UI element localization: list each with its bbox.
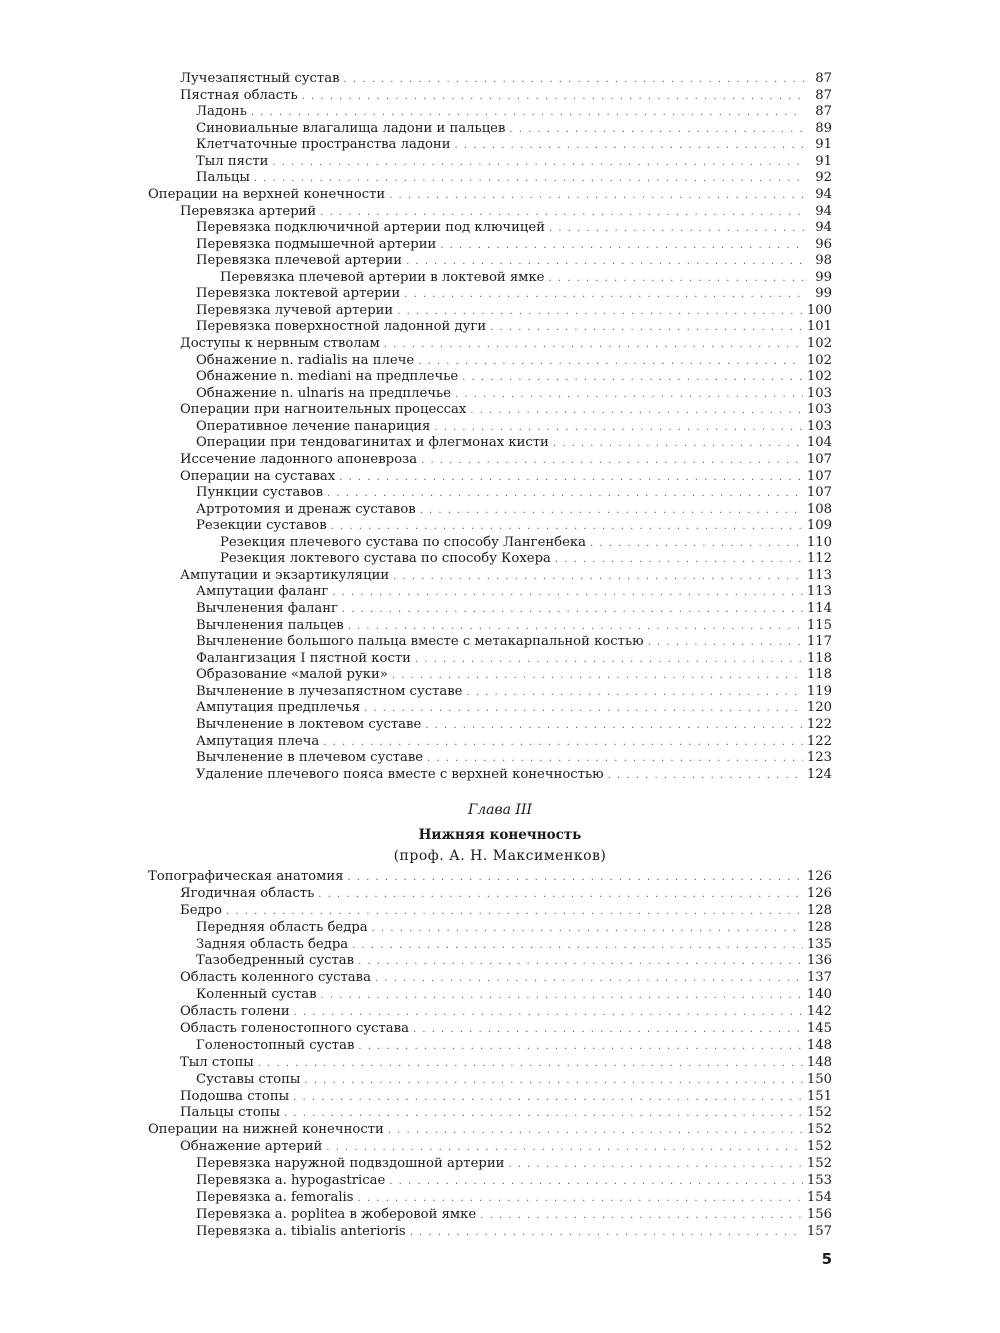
toc-entry-title: Перевязка поверхностной ладонной дуги: [196, 319, 487, 335]
toc-entry-page: 110: [806, 534, 832, 550]
toc-entry-page: 107: [806, 468, 832, 484]
toc-entry: [148, 170, 832, 187]
toc-entry: [148, 987, 832, 1004]
toc-leader-dots: [323, 735, 803, 752]
toc-leader-dots: [339, 470, 803, 487]
toc-entry: [148, 1139, 832, 1156]
toc-entry: [148, 502, 832, 519]
toc-leader-dots: [389, 1174, 803, 1191]
toc-entry-page: 148: [806, 1037, 832, 1053]
toc-leader-dots: [590, 536, 803, 553]
toc-entry-page: 107: [806, 485, 832, 501]
toc-leader-dots: [392, 668, 803, 685]
toc-entry-title: Операции на суставах: [180, 468, 336, 484]
toc-entry-page: 89: [815, 120, 832, 136]
toc-entry: [148, 270, 832, 287]
toc-entry: [148, 970, 832, 987]
toc-entry-page: 109: [806, 518, 832, 534]
toc-entry-title: Операции при нагноительных процессах: [180, 402, 467, 418]
toc-entry-title: Резекция локтевого сустава по способу Кохера: [220, 551, 551, 567]
toc-entry-title: Перевязка a. femoralis: [196, 1189, 354, 1205]
toc-entry-page: 118: [806, 667, 832, 683]
toc-leader-dots: [331, 519, 803, 536]
toc-entry: [148, 237, 832, 254]
toc-entry-page: 107: [806, 451, 832, 467]
toc-entry-page: 92: [815, 170, 832, 186]
toc-entry-page: 104: [806, 435, 832, 451]
toc-entry-page: 112: [806, 551, 832, 567]
toc-entry: [148, 1089, 832, 1106]
toc-entry-title: Голеностопный сустав: [196, 1037, 355, 1053]
toc-entry-title: Перевязка a. tibialis anterioris: [196, 1223, 406, 1239]
toc-entry-title: Ладонь: [196, 104, 247, 120]
toc-entry-page: 128: [806, 919, 832, 935]
toc-leader-dots: [410, 1225, 803, 1242]
toc-entry: [148, 886, 832, 903]
toc-leader-dots: [608, 768, 803, 785]
toc-entry-title: Обнажение n. ulnaris на предплечье: [196, 385, 452, 401]
toc-entry-page: 126: [806, 885, 832, 901]
toc-entry-page: 87: [815, 71, 832, 86]
toc-entry: [148, 700, 832, 717]
toc-entry-title: Вычленения пальцев: [196, 617, 344, 633]
toc-entry-title: Ампутация предплечья: [196, 700, 361, 716]
toc-entry-title: Обнажение n. radialis на плече: [196, 352, 415, 368]
toc-entry-page: 99: [815, 269, 832, 285]
toc-entry: [148, 937, 832, 954]
toc-entry: [148, 319, 832, 336]
toc-entry: [148, 204, 832, 221]
toc-entry-page: 142: [806, 1004, 832, 1020]
toc-leader-dots: [284, 1106, 803, 1123]
toc-entry: [148, 584, 832, 601]
toc-entry: [148, 1021, 832, 1038]
toc-entry-page: 140: [806, 987, 832, 1003]
toc-entry-title: Перевязка плечевой артерии в локтевой ямке: [220, 269, 545, 285]
toc-entry-title: Пястная область: [180, 87, 298, 103]
toc-entry-page: 126: [806, 869, 832, 884]
toc-entry-title: Удаление плечевого пояса вместе с верхней конечностью: [196, 766, 604, 782]
toc-entry-page: 87: [815, 87, 832, 103]
toc-entry-page: 96: [815, 236, 832, 252]
toc-entry-title: Перевязка a. hypogastricae: [196, 1173, 386, 1189]
toc-leader-dots: [294, 1005, 803, 1022]
toc-entry-title: Топографическая анатомия: [148, 869, 344, 884]
toc-entry-page: 137: [806, 970, 832, 986]
toc-entry: [148, 618, 832, 635]
toc-entry: [148, 71, 832, 88]
toc-entry: [148, 303, 832, 320]
toc-entry-page: 98: [815, 253, 832, 269]
toc-leader-dots: [358, 1191, 803, 1208]
toc-leader-dots: [358, 1039, 802, 1056]
toc-entry: [148, 734, 832, 751]
toc-entry: [148, 1122, 832, 1139]
toc-entry-page: 152: [806, 1105, 832, 1121]
toc-leader-dots: [320, 205, 804, 222]
toc-entry-page: 99: [815, 286, 832, 302]
toc-entry-title: Перевязка плечевой артерии: [196, 253, 403, 269]
toc-entry-title: Перевязка a. poplitea в жоберовой ямке: [196, 1206, 477, 1222]
toc-entry-title: Синовиальные влагалища ладони и пальцев: [196, 120, 506, 136]
toc-entry-page: 102: [806, 352, 832, 368]
toc-entry: [148, 369, 832, 386]
toc-entry-title: Перевязка лучевой артерии: [196, 302, 394, 318]
toc-entry-page: 103: [806, 418, 832, 434]
toc-entry-page: 152: [806, 1139, 832, 1155]
toc-entry: [148, 684, 832, 701]
toc-entry-page: 157: [806, 1223, 832, 1239]
toc-entry-page: 117: [806, 634, 832, 650]
toc-entry: [148, 1055, 832, 1072]
toc-entry: [148, 402, 832, 419]
toc-leader-dots: [251, 105, 804, 122]
toc-leader-dots: [421, 453, 803, 470]
toc-entry: [148, 435, 832, 452]
toc-entry-page: 152: [806, 1156, 832, 1172]
toc-leader-dots: [490, 320, 803, 337]
toc-entry: [148, 1004, 832, 1021]
toc-entry: [148, 551, 832, 568]
toc-leader-dots: [302, 89, 804, 106]
toc-entry-page: 153: [806, 1173, 832, 1189]
toc-entry-page: 119: [806, 683, 832, 699]
toc-entry-page: 123: [806, 750, 832, 766]
toc-leader-dots: [397, 304, 803, 321]
toc-entry: [148, 667, 832, 684]
toc-leader-dots: [352, 938, 803, 955]
toc-entry-title: Перевязка наружной подвздошной артерии: [196, 1156, 505, 1172]
toc-leader-dots: [388, 1123, 803, 1140]
toc-entry-page: 128: [806, 902, 832, 918]
toc-leader-dots: [347, 870, 802, 887]
toc-entry-title: Ампутации и экзартикуляции: [180, 567, 390, 583]
toc-leader-dots: [344, 72, 804, 89]
toc-entry-page: 122: [806, 716, 832, 732]
toc-entry: [148, 767, 832, 784]
toc-entry-page: 156: [806, 1206, 832, 1222]
toc-leader-dots: [470, 403, 802, 420]
toc-entry: [148, 717, 832, 734]
toc-entry: [148, 1105, 832, 1122]
toc-leader-dots: [364, 701, 803, 718]
toc-entry-title: Пункции суставов: [196, 485, 324, 501]
toc-entry-title: Операции при тендовагинитах и флегмонах кисти: [196, 435, 549, 451]
toc-entry: [148, 419, 832, 436]
toc-entry-page: 113: [806, 584, 832, 600]
toc-entry: [148, 353, 832, 370]
toc-entry: [148, 601, 832, 618]
toc-entry-title: Лучезапястный сустав: [180, 71, 340, 86]
toc-leader-dots: [384, 337, 803, 354]
table-of-contents-lower: [148, 869, 832, 1241]
toc-leader-dots: [342, 602, 803, 619]
toc-entry-title: Резекция плечевого сустава по способу Лангенбека: [220, 534, 587, 550]
toc-entry-title: Тазобедренный сустав: [196, 953, 355, 969]
toc-entry: [148, 1156, 832, 1173]
toc-entry-title: Область голени: [180, 1004, 290, 1020]
toc-entry: [148, 220, 832, 237]
toc-leader-dots: [404, 287, 804, 304]
toc-leader-dots: [555, 552, 803, 569]
toc-entry: [148, 903, 832, 920]
toc-entry-title: Резекции суставов: [196, 518, 327, 534]
toc-entry-title: Клетчаточные пространства ладони: [196, 137, 451, 153]
toc-entry-title: Обнажение артерий: [180, 1139, 323, 1155]
toc-entry-title: Образование «малой руки»: [196, 667, 388, 683]
toc-leader-dots: [375, 971, 803, 988]
toc-entry: [148, 137, 832, 154]
toc-entry-title: Доступы к нервным стволам: [180, 336, 380, 351]
toc-leader-dots: [258, 1056, 803, 1073]
toc-entry-page: 118: [806, 650, 832, 666]
toc-entry-page: 145: [806, 1021, 832, 1037]
toc-leader-dots: [648, 635, 803, 652]
toc-entry-page: 115: [806, 617, 832, 633]
toc-entry-page: 87: [815, 104, 832, 120]
toc-leader-dots: [358, 954, 803, 971]
toc-entry-title: Ампутация плеча: [196, 733, 320, 749]
toc-leader-dots: [440, 238, 804, 255]
toc-entry: [148, 253, 832, 270]
toc-leader-dots: [327, 486, 803, 503]
toc-entry-title: Суставы стопы: [196, 1071, 301, 1087]
toc-entry-page: 100: [806, 302, 832, 318]
toc-entry: [148, 469, 832, 486]
toc-entry-page: 150: [806, 1071, 832, 1087]
toc-entry: [148, 1038, 832, 1055]
chapter-label: Глава III: [467, 802, 533, 818]
toc-entry-title: Обнажение n. mediani на предплечье: [196, 369, 459, 385]
toc-entry-title: Оперативное лечение панариция: [196, 418, 431, 434]
toc-leader-dots: [254, 171, 804, 188]
toc-entry-page: 114: [806, 601, 832, 616]
chapter-title: Нижняя конечность: [418, 827, 582, 843]
toc-entry-title: Коленный сустав: [196, 987, 317, 1003]
toc-entry: [148, 1173, 832, 1190]
toc-entry-title: Подошва стопы: [180, 1088, 290, 1104]
toc-entry-title: Передняя область бедра: [196, 919, 368, 935]
toc-entry-title: Иссечение ладонного апоневроза: [180, 451, 418, 467]
toc-entry-page: 91: [815, 153, 832, 169]
toc-entry-title: Перевязка локтевой артерии: [196, 286, 401, 302]
toc-leader-dots: [427, 751, 803, 768]
toc-entry-page: 113: [806, 567, 832, 583]
toc-entry-title: Бедро: [180, 902, 222, 918]
toc-entry-title: Перевязка артерий: [180, 203, 317, 219]
toc-leader-dots: [508, 1157, 802, 1174]
toc-entry: [148, 154, 832, 171]
toc-entry-page: 94: [815, 220, 832, 236]
toc-leader-dots: [418, 354, 803, 371]
toc-leader-dots: [413, 1022, 803, 1039]
toc-entry: [148, 518, 832, 535]
chapter-author: (проф. А. Н. Максименков): [393, 848, 607, 864]
toc-entry-page: 108: [806, 501, 832, 517]
toc-entry: [148, 869, 832, 886]
toc-entry-title: Операции на нижней конечности: [148, 1122, 384, 1138]
toc-entry: [148, 286, 832, 303]
toc-entry-title: Вычленение в плечевом суставе: [196, 750, 424, 766]
toc-entry: [148, 121, 832, 138]
toc-leader-dots: [326, 1140, 802, 1157]
toc-entry-page: 103: [806, 385, 832, 401]
toc-entry-title: Вычленение большого пальца вместе с метакарпальной костью: [196, 634, 644, 650]
toc-leader-dots: [425, 718, 803, 735]
toc-leader-dots: [434, 420, 802, 437]
toc-entry-title: Ягодичная область: [180, 885, 315, 901]
toc-entry-page: 102: [806, 369, 832, 385]
toc-entry-title: Перевязка подмышечной артерии: [196, 236, 437, 252]
toc-entry-title: Область коленного сустава: [180, 970, 371, 986]
page-number: 5: [821, 1250, 832, 1268]
toc-entry-title: Фалангизация I пястной кости: [196, 650, 411, 666]
toc-leader-dots: [462, 370, 803, 387]
toc-entry: [148, 568, 832, 585]
toc-leader-dots: [455, 387, 803, 404]
toc-entry-title: Вычленение в лучезапястном суставе: [196, 683, 463, 699]
toc-entry-page: 152: [806, 1122, 832, 1138]
toc-leader-dots: [321, 988, 803, 1005]
toc-entry-title: Вычленения фаланг: [196, 601, 338, 616]
toc-leader-dots: [420, 503, 803, 520]
toc-leader-dots: [226, 904, 803, 921]
toc-entry: [148, 1207, 832, 1224]
toc-entry: [148, 535, 832, 552]
toc-entry: [148, 1072, 832, 1089]
toc-entry-title: Пальцы: [196, 170, 250, 186]
toc-entry: [148, 920, 832, 937]
toc-entry-title: Ампутации фаланг: [196, 584, 329, 600]
toc-entry-page: 120: [806, 700, 832, 716]
toc-leader-dots: [372, 921, 803, 938]
toc-entry: [148, 485, 832, 502]
toc-entry-title: Артротомия и дренаж суставов: [196, 501, 416, 517]
toc-entry-page: 136: [806, 953, 832, 969]
toc-entry: [148, 953, 832, 970]
toc-entry: [148, 634, 832, 651]
toc-leader-dots: [393, 569, 803, 586]
toc-entry-page: 91: [815, 137, 832, 153]
toc-entry: [148, 651, 832, 668]
toc-entry-title: Тыл стопы: [180, 1054, 254, 1070]
toc-entry-page: 94: [815, 203, 832, 219]
toc-entry-page: 122: [806, 733, 832, 749]
toc-entry: [148, 750, 832, 767]
toc-leader-dots: [272, 155, 804, 172]
toc-entry: [148, 386, 832, 403]
toc-entry-page: 151: [806, 1088, 832, 1104]
toc-entry: [148, 452, 832, 469]
toc-entry-page: 124: [806, 766, 832, 782]
toc-entry-page: 101: [806, 319, 832, 335]
toc-entry: [148, 1190, 832, 1207]
toc-leader-dots: [406, 254, 804, 271]
toc-leader-dots: [454, 138, 804, 155]
toc-entry-page: 103: [806, 402, 832, 418]
toc-leader-dots: [318, 887, 803, 904]
toc-entry-page: 94: [815, 186, 832, 202]
toc-leader-dots: [304, 1073, 802, 1090]
toc-entry-page: 135: [806, 936, 832, 952]
toc-entry: [148, 336, 832, 353]
toc-entry: [148, 88, 832, 105]
toc-entry-page: 102: [806, 336, 832, 351]
table-of-contents-upper: [148, 71, 832, 783]
toc-leader-dots: [480, 1208, 803, 1225]
toc-leader-dots: [549, 221, 804, 238]
toc-entry: [148, 104, 832, 121]
toc-entry-page: 154: [806, 1189, 832, 1205]
toc-leader-dots: [549, 271, 805, 288]
toc-entry-title: Тыл пясти: [196, 153, 269, 169]
toc-entry: [148, 1224, 832, 1241]
toc-entry: [148, 187, 832, 204]
toc-leader-dots: [509, 122, 804, 139]
toc-leader-dots: [348, 619, 803, 636]
toc-entry-page: 148: [806, 1054, 832, 1070]
toc-leader-dots: [389, 188, 804, 205]
toc-leader-dots: [332, 585, 803, 602]
toc-leader-dots: [293, 1090, 803, 1107]
toc-entry-title: Перевязка подключичной артерии под ключицей: [196, 220, 546, 236]
toc-entry-title: Пальцы стопы: [180, 1105, 280, 1121]
toc-leader-dots: [415, 652, 803, 669]
toc-entry-title: Область голеностопного сустава: [180, 1021, 409, 1037]
toc-entry-title: Вычленение в локтевом суставе: [196, 716, 422, 732]
toc-leader-dots: [466, 685, 802, 702]
toc-entry-title: Задняя область бедра: [196, 936, 349, 952]
toc-leader-dots: [553, 436, 803, 453]
toc-entry-title: Операции на верхней конечности: [148, 186, 386, 202]
